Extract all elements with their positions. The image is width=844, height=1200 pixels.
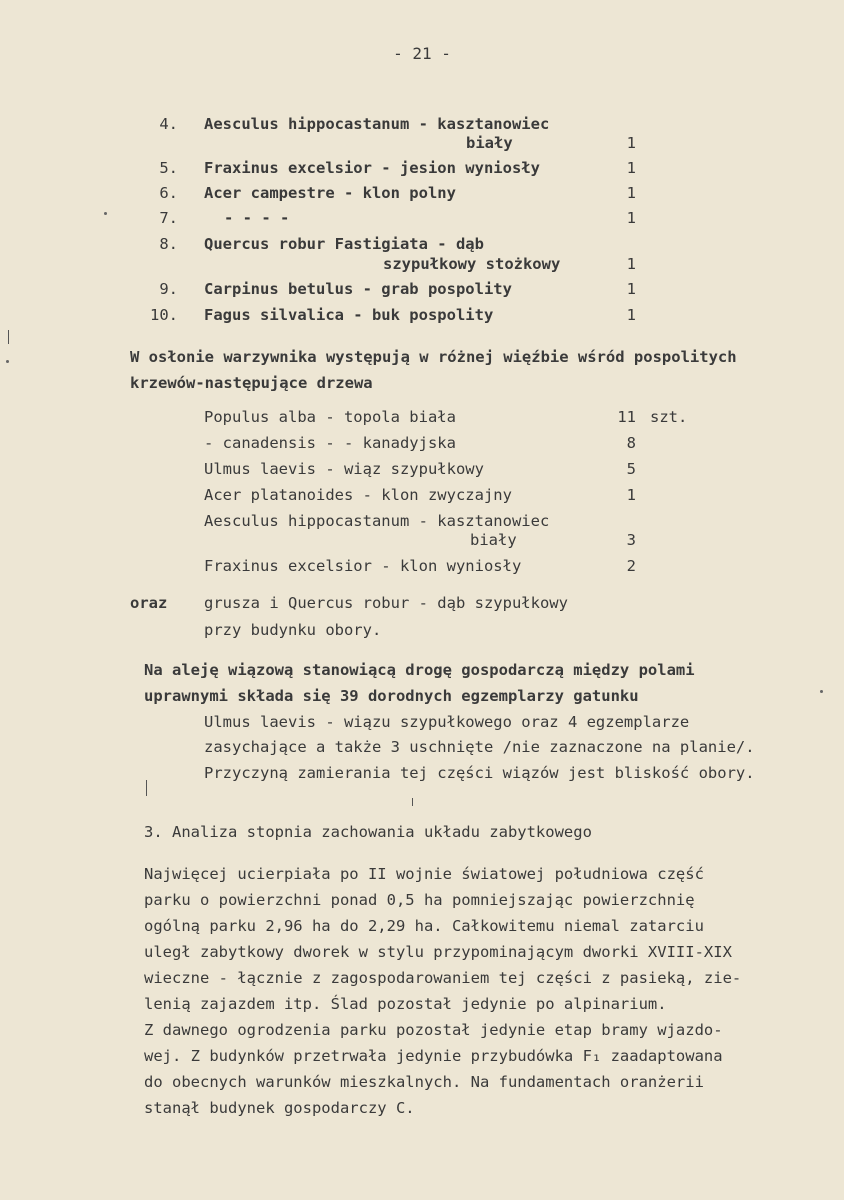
text-line: ogólną parku 2,96 ha do 2,29 ha. Całkowitemu niemal zatarciu: [144, 917, 704, 935]
item-name: Quercus robur Fastigiata - dąb: [204, 235, 484, 253]
item-number: 8.: [159, 235, 178, 253]
item-unit: szt.: [650, 408, 688, 426]
scan-dot: [820, 690, 823, 693]
item-name: Aesculus hippocastanum - kasztanowiec: [204, 115, 550, 133]
text-line: Przyczyną zamierania tej części wiązów jest bliskość obory.: [204, 764, 755, 782]
item-number: 5.: [159, 159, 178, 177]
section-heading: 3. Analiza stopnia zachowania układu zabytkowego: [144, 823, 592, 841]
oraz-word: oraz: [130, 594, 168, 612]
scan-mark: [8, 330, 9, 344]
item-name: Populus alba - topola biała: [204, 408, 456, 426]
text-line: Najwięcej ucierpiała po II wojnie światowej południowa część: [144, 865, 704, 883]
item-name: Carpinus betulus - grab pospolity: [204, 280, 512, 298]
item-name: Ulmus laevis - wiąz szypułkowy: [204, 460, 484, 478]
item-name: - canadensis - - kanadyjska: [204, 434, 456, 452]
item-count: 11: [617, 408, 636, 426]
text-line: Ulmus laevis - wiązu szypułkowego oraz 4 egzemplarze: [204, 713, 690, 731]
item-number: 10.: [150, 306, 178, 324]
text-line: zasychające a także 3 uschnięte /nie zaznaczone na planie/.: [204, 738, 755, 756]
item-count: 1: [626, 184, 636, 202]
item-count: 1: [626, 306, 636, 324]
item-name: Acer campestre - klon polny: [204, 184, 456, 202]
text-line: wieczne - łącznie z zagospodarowaniem tej części z pasieką, zie-: [144, 969, 742, 987]
item-count: 1: [626, 209, 636, 227]
scan-mark: [412, 798, 413, 806]
text-line: uległ zabytkowy dworek w stylu przypominającym dworki XVIII-XIX: [144, 943, 732, 961]
text-line: lenią zajazdem itp. Ślad pozostał jedynie po alpinarium.: [144, 995, 667, 1013]
oraz-line-2: przy budynku obory.: [204, 621, 382, 639]
text-line: Na aleję wiązową stanowiącą drogę gospodarczą między polami: [144, 661, 695, 679]
item-name: Acer platanoides - klon zwyczajny: [204, 486, 512, 504]
scan-dot: [104, 212, 107, 215]
text-line: krzewów-następujące drzewa: [130, 374, 373, 392]
item-name: - - - -: [224, 209, 290, 227]
item-name: Fagus silvalica - buk pospolity: [204, 306, 494, 324]
text-line: Z dawnego ogrodzenia parku pozostał jedynie etap bramy wjazdo-: [144, 1021, 723, 1039]
scan-mark: [146, 780, 147, 796]
text-line: stanął budynek gospodarczy C.: [144, 1099, 415, 1117]
item-name: Aesculus hippocastanum - kasztanowiec: [204, 512, 550, 530]
item-count: 1: [626, 159, 636, 177]
item-count: 3: [626, 531, 636, 549]
oraz-line-1: grusza i Quercus robur - dąb szypułkowy: [204, 594, 568, 612]
text-line: wej. Z budynków przetrwała jedynie przybudówka F₁ zaadaptowana: [144, 1047, 723, 1065]
scan-dot: [6, 360, 9, 363]
item-name-cont: biały: [466, 134, 513, 152]
item-count: 5: [626, 460, 636, 478]
item-name: Fraxinus excelsior - klon wyniosły: [204, 557, 522, 575]
item-count: 1: [626, 280, 636, 298]
text-line: uprawnymi składa się 39 dorodnych egzemplarzy gatunku: [144, 687, 639, 705]
text-line: W osłonie warzywnika występują w różnej więźbie wśród pospolitych: [130, 348, 737, 366]
item-count: 2: [626, 557, 636, 575]
page-number: - 21 -: [393, 44, 451, 63]
item-number: 6.: [159, 184, 178, 202]
item-number: 4.: [159, 115, 178, 133]
item-name-cont: biały: [470, 531, 517, 549]
item-count: 1: [626, 255, 636, 273]
item-number: 7.: [159, 209, 178, 227]
item-name: Fraxinus excelsior - jesion wyniosły: [204, 159, 540, 177]
item-name-cont: szypułkowy stożkowy: [383, 255, 561, 273]
item-number: 9.: [159, 280, 178, 298]
text-line: do obecnych warunków mieszkalnych. Na fundamentach oranżerii: [144, 1073, 704, 1091]
item-count: 1: [626, 486, 636, 504]
item-count: 1: [626, 134, 636, 152]
text-line: parku o powierzchni ponad 0,5 ha pomniejszając powierzchnię: [144, 891, 695, 909]
item-count: 8: [626, 434, 636, 452]
